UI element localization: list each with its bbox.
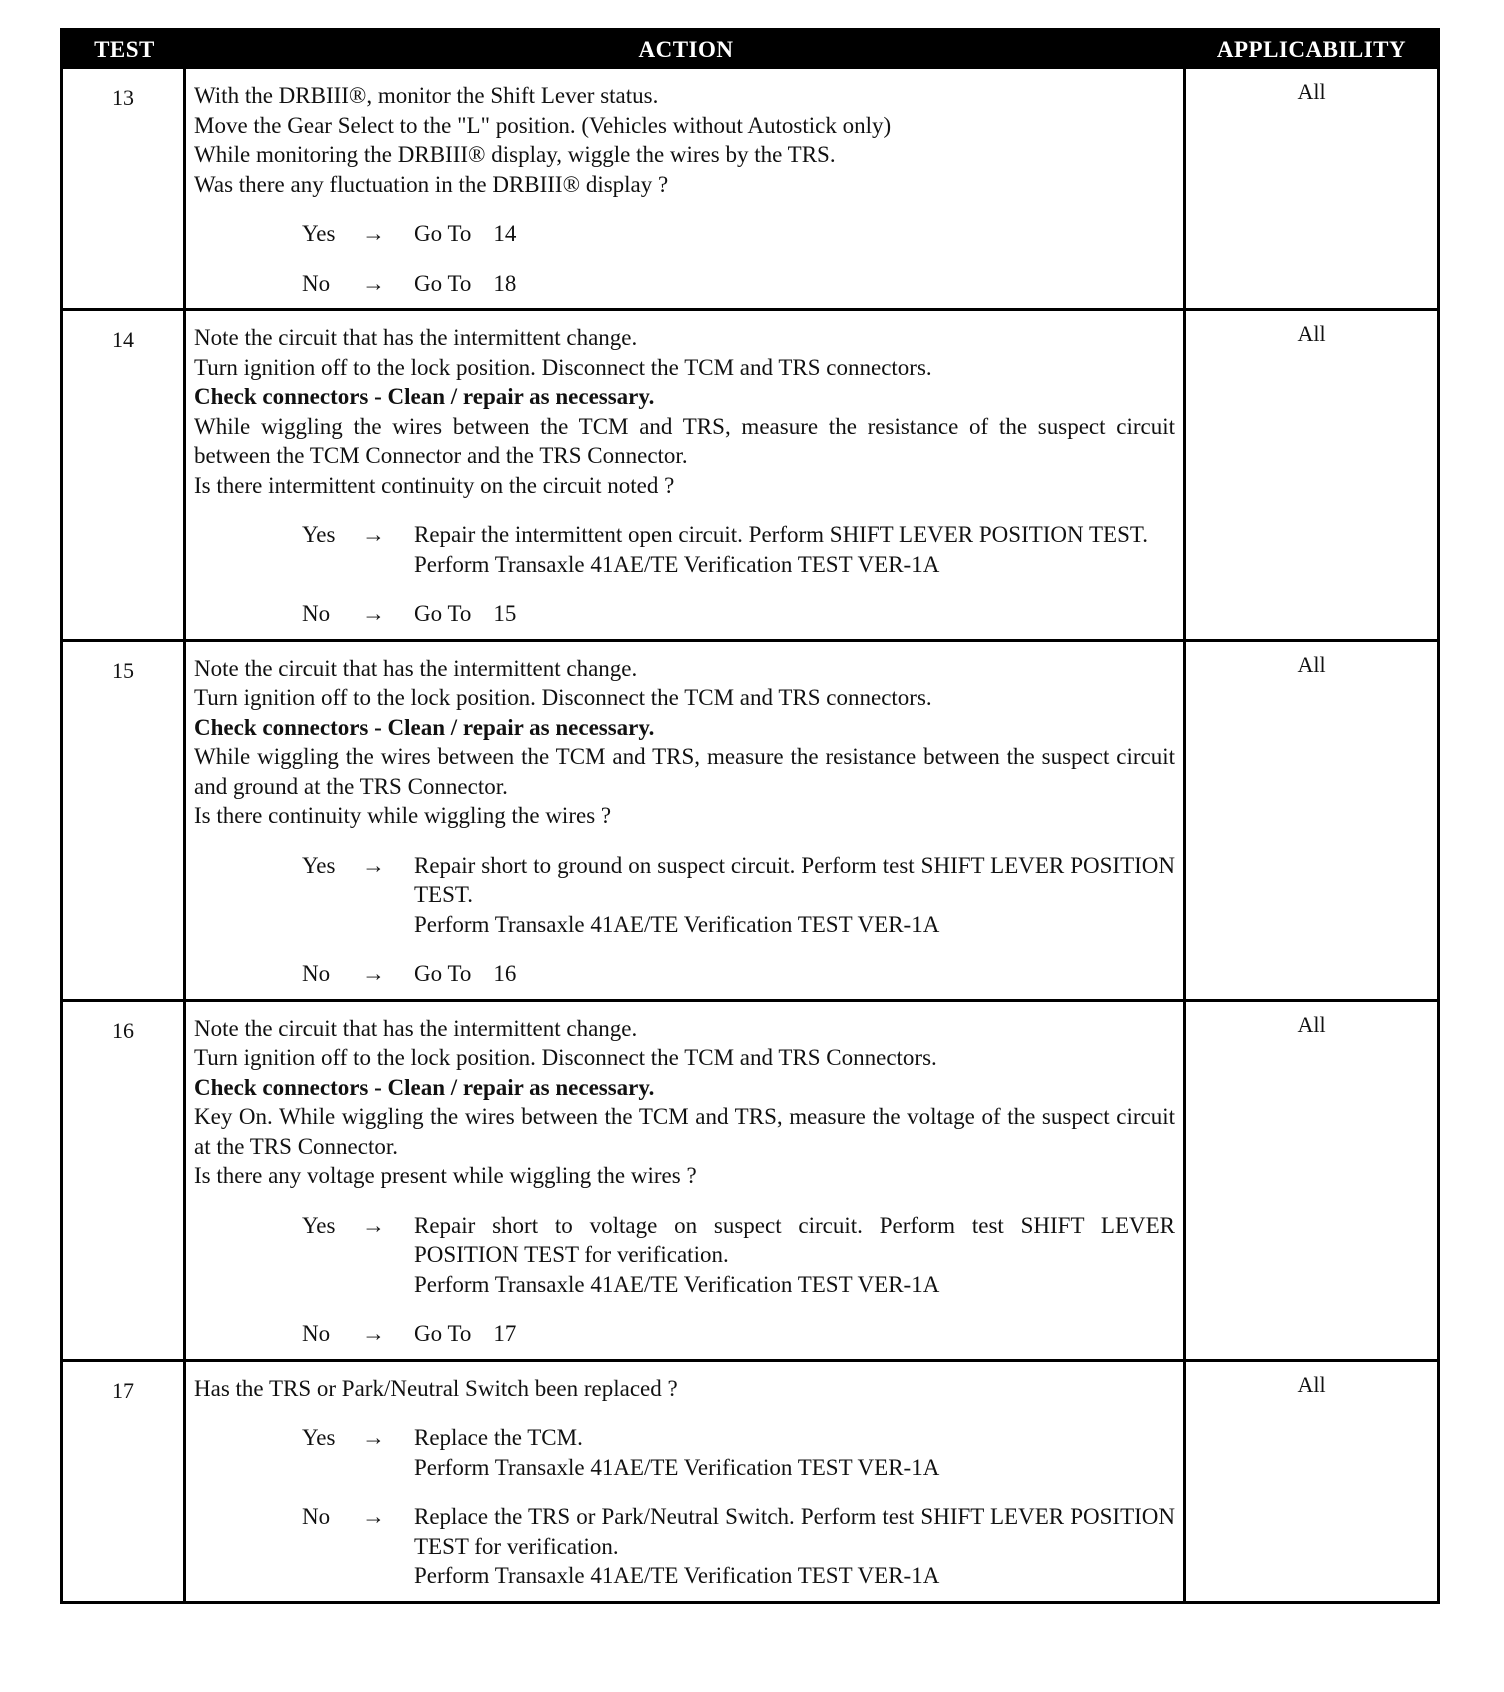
branch-yes <box>302 1423 1175 1482</box>
branch-label: Yes <box>302 1212 336 1238</box>
action-cell <box>186 311 1186 639</box>
arrow-right-icon: → <box>362 270 385 296</box>
action-cell <box>186 642 1186 999</box>
test-number: 15 <box>63 642 186 999</box>
arrow-right-icon: → <box>362 1212 385 1238</box>
branch-no <box>302 599 1175 629</box>
test-number: 14 <box>63 311 186 639</box>
goto-label: Go To <box>414 270 472 296</box>
branch-yes <box>302 851 1175 940</box>
action-line: Turn ignition off to the lock position. Disconnect the TCM and TRS connectors. <box>194 354 932 380</box>
table-row <box>63 999 1437 1359</box>
branch-label: Yes <box>302 1425 336 1450</box>
result-line: Perform Transaxle 41AE/TE Verification TEST VER-1A <box>414 1563 940 1588</box>
header-test: TEST <box>94 37 155 62</box>
branch-label: Yes <box>302 522 336 547</box>
branch-result <box>414 1502 1175 1591</box>
result-line <box>414 1321 516 1346</box>
action-line: Note the circuit that has the intermittent change. <box>194 1015 638 1041</box>
result-line <box>414 221 516 246</box>
action-line: Has the TRS or Park/Neutral Switch been replaced ? <box>194 1375 678 1401</box>
arrow-right-icon: → <box>362 1425 385 1450</box>
branch-result <box>414 599 1175 629</box>
table-header <box>63 31 1437 69</box>
action-line: Is there any voltage present while wiggling the wires ? <box>194 1163 697 1188</box>
applicability-value: All <box>1297 651 1326 677</box>
header-action: ACTION <box>638 37 734 62</box>
branch-label: No <box>302 961 331 986</box>
goto-test-number: 17 <box>493 1321 517 1346</box>
branch-result <box>414 1423 1175 1482</box>
branch-no <box>302 959 1175 989</box>
arrow-right-icon: → <box>362 852 385 878</box>
goto-test-number: 15 <box>493 601 517 626</box>
goto-label: Go To <box>414 1321 472 1346</box>
action-line: Was there any fluctuation in the DRBIII® display ? <box>194 171 669 197</box>
action-line: While wiggling the wires between the TCM and TRS, measure the resistance of the suspect circuit between the TCM Connector and the TRS Connector. <box>194 413 1175 468</box>
branch-label: No <box>302 270 331 296</box>
branch-yes <box>302 520 1175 579</box>
arrow-right-icon: → <box>362 522 385 547</box>
branch-yes <box>302 1211 1175 1300</box>
table-row <box>63 1359 1437 1601</box>
action-warning-line: Check connectors - Clean / repair as necessary. <box>194 714 655 740</box>
action-warning-line: Check connectors - Clean / repair as necessary. <box>194 384 655 409</box>
action-line: Note the circuit that has the intermittent change. <box>194 325 638 350</box>
result-line: Repair the intermittent open circuit. Perform SHIFT LEVER POSITION TEST. <box>414 522 1148 547</box>
action-line: Key On. While wiggling the wires between the TCM and TRS, measure the voltage of the suspect circuit at the TRS Connector. <box>194 1104 1175 1159</box>
action-cell <box>186 1362 1186 1601</box>
branch-no <box>302 1319 1175 1349</box>
action-line: Turn ignition off to the lock position. Disconnect the TCM and TRS Connectors. <box>194 1045 937 1070</box>
action-line: Move the Gear Select to the "L" position. (Vehicles without Autostick only) <box>194 112 892 138</box>
applicability-value: All <box>1297 79 1326 104</box>
diagnostic-test-table <box>60 28 1440 1604</box>
result-line <box>414 961 516 986</box>
goto-test-number: 18 <box>493 270 517 296</box>
arrow-right-icon: → <box>362 1504 385 1529</box>
action-line: With the DRBIII®, monitor the Shift Lever status. <box>194 83 659 108</box>
result-line: Perform Transaxle 41AE/TE Verification TEST VER-1A <box>414 911 940 937</box>
action-line: Turn ignition off to the lock position. Disconnect the TCM and TRS connectors. <box>194 685 932 710</box>
action-cell <box>186 69 1186 308</box>
branch-no <box>302 269 1175 299</box>
branch-label: Yes <box>302 852 336 878</box>
branch-result <box>414 269 1175 299</box>
arrow-right-icon: → <box>362 221 385 246</box>
branch-result <box>414 520 1175 579</box>
result-line <box>414 271 516 296</box>
result-line: Replace the TCM. <box>414 1425 583 1450</box>
result-line: Replace the TRS or Park/Neutral Switch. Perform test SHIFT LEVER POSITION TEST for verification. <box>414 1504 1175 1559</box>
action-line: While wiggling the wires between the TCM and TRS, measure the resistance between the suspect circuit and ground at the TRS Connector. <box>194 744 1175 799</box>
table-body <box>63 69 1437 1601</box>
header-applicability: APPLICABILITY <box>1216 37 1407 62</box>
action-line: Is there continuity while wiggling the wires ? <box>194 803 612 828</box>
action-line: Note the circuit that has the intermittent change. <box>194 655 638 681</box>
test-number: 13 <box>63 69 186 308</box>
branch-result <box>414 851 1175 940</box>
result-line: Repair short to ground on suspect circuit. Perform test SHIFT LEVER POSITION TEST. <box>414 852 1175 907</box>
table-row <box>63 69 1437 308</box>
goto-label: Go To <box>414 601 472 626</box>
goto-label: Go To <box>414 221 472 246</box>
result-line: Repair short to voltage on suspect circuit. Perform test SHIFT LEVER POSITION TEST for verification. <box>414 1212 1175 1267</box>
arrow-right-icon: → <box>362 1321 385 1346</box>
goto-test-number: 16 <box>493 961 517 986</box>
branch-result <box>414 1211 1175 1300</box>
branch-result <box>414 959 1175 989</box>
result-line: Perform Transaxle 41AE/TE Verification TEST VER-1A <box>414 1271 940 1297</box>
branch-label: Yes <box>302 221 336 246</box>
action-cell <box>186 1002 1186 1359</box>
branch-result <box>414 219 1175 249</box>
result-line: Perform Transaxle 41AE/TE Verification TEST VER-1A <box>414 1454 940 1480</box>
applicability-value: All <box>1297 1011 1326 1037</box>
branch-yes <box>302 219 1175 249</box>
arrow-right-icon: → <box>362 961 385 986</box>
table-row <box>63 639 1437 999</box>
arrow-right-icon: → <box>362 601 385 626</box>
branch-no <box>302 1502 1175 1591</box>
result-line <box>414 601 516 626</box>
branch-label: No <box>302 601 331 626</box>
test-number: 17 <box>63 1362 186 1601</box>
applicability-value: All <box>1297 1371 1326 1397</box>
goto-test-number: 14 <box>493 221 517 246</box>
test-number: 16 <box>63 1002 186 1359</box>
branch-result <box>414 1319 1175 1349</box>
applicability-value: All <box>1297 321 1326 346</box>
goto-label: Go To <box>414 961 472 986</box>
branch-label: No <box>302 1321 331 1346</box>
result-line: Perform Transaxle 41AE/TE Verification TEST VER-1A <box>414 551 940 577</box>
branch-label: No <box>302 1504 331 1529</box>
action-line: While monitoring the DRBIII® display, wiggle the wires by the TRS. <box>194 142 836 167</box>
action-line: Is there intermittent continuity on the circuit noted ? <box>194 472 675 498</box>
table-row <box>63 308 1437 639</box>
action-warning-line: Check connectors - Clean / repair as necessary. <box>194 1074 655 1100</box>
